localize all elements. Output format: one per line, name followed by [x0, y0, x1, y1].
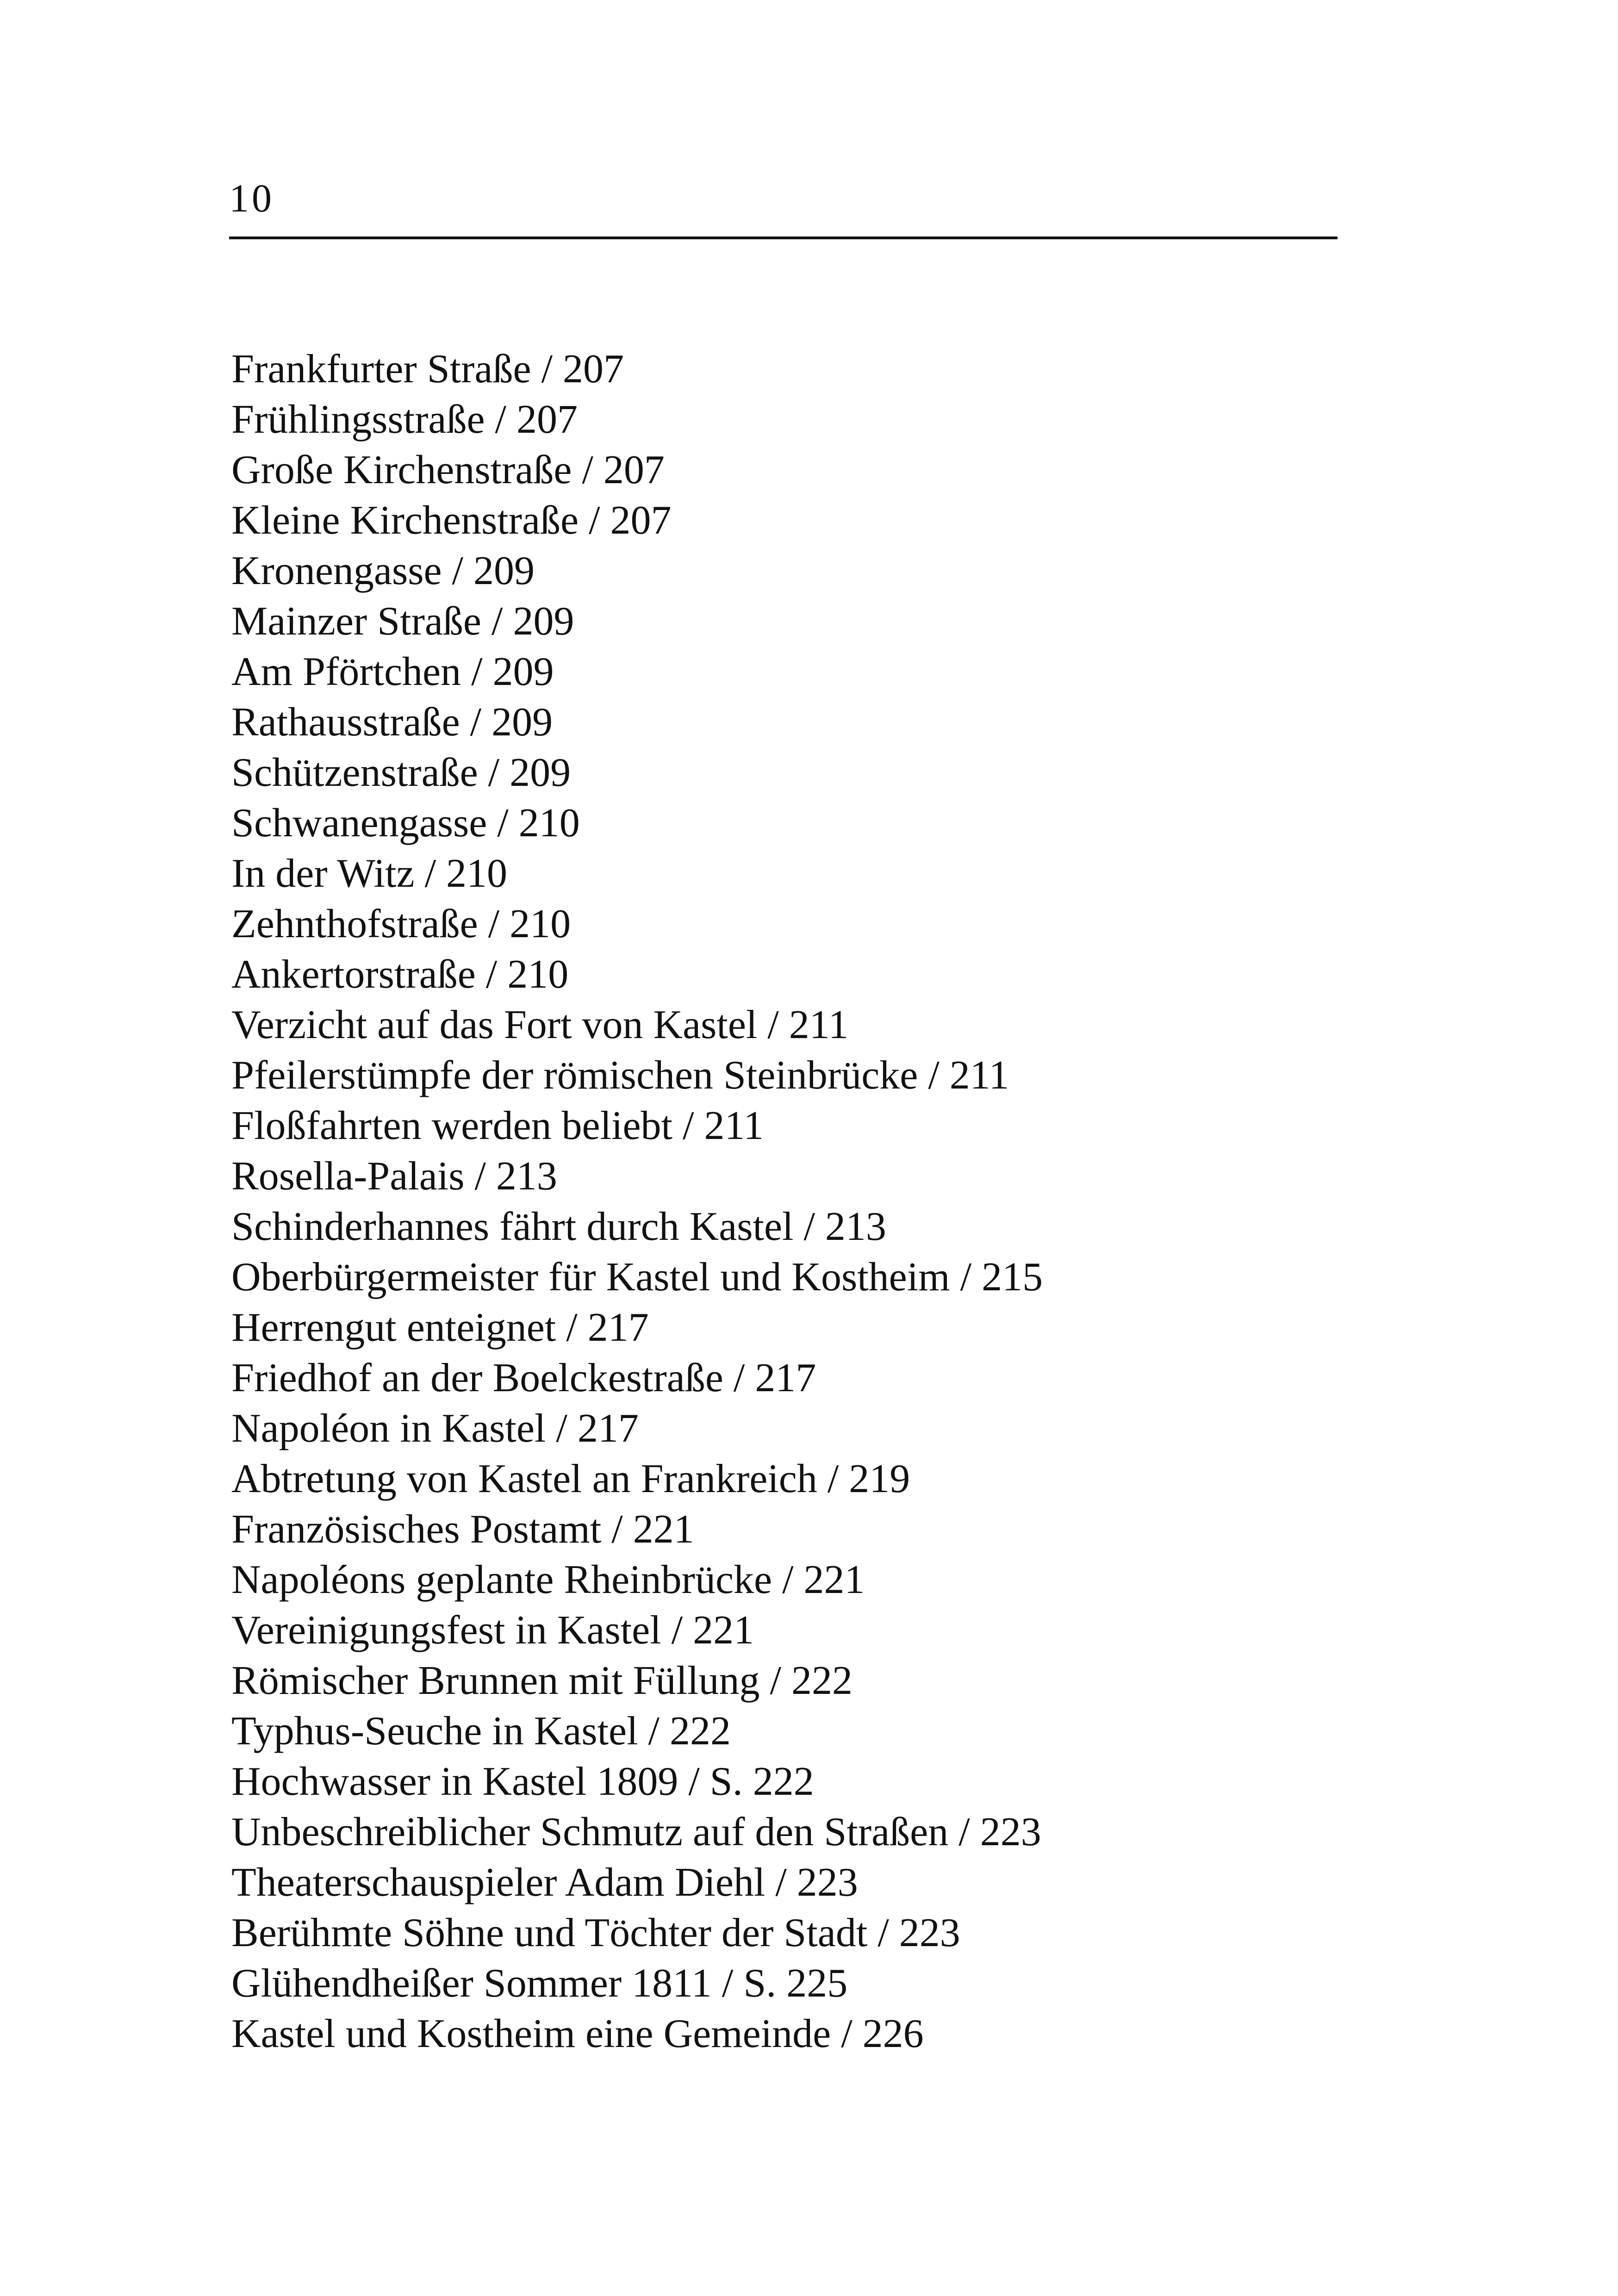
page-header [229, 178, 1338, 241]
toc-entry: Rosella-Palais / 213 [231, 1154, 557, 1199]
toc-entry: Schinderhannes fährt durch Kastel / 213 [231, 1204, 886, 1249]
toc-entry: Oberbürgermeister für Kastel und Kostheim / 215 [231, 1255, 1043, 1300]
toc-entry: Zehnthofstraße / 210 [231, 902, 571, 946]
toc-entry: Frankfurter Straße / 207 [231, 347, 624, 392]
page-number: 10 [229, 176, 274, 220]
toc-entry: Vereinigungsfest in Kastel / 221 [231, 1608, 754, 1653]
toc-entry: Glühendheißer Sommer 1811 / S. 225 [231, 1961, 848, 2006]
toc-entry: Römischer Brunnen mit Füllung / 222 [231, 1658, 853, 1703]
toc-entry: Kastel und Kostheim eine Gemeinde / 226 [231, 2011, 924, 2056]
toc-entry: Floßfahrten werden beliebt / 211 [231, 1103, 764, 1148]
toc-entry: Französisches Postamt / 221 [231, 1507, 694, 1552]
toc-entry: Am Pförtchen / 209 [231, 649, 554, 694]
toc-entry: Frühlingsstraße / 207 [231, 397, 578, 442]
toc-entry: Schwanengasse / 210 [231, 801, 580, 846]
toc-entry: Napoléon in Kastel / 217 [231, 1406, 639, 1451]
toc-entry: Mainzer Straße / 209 [231, 599, 574, 644]
toc-entry: Typhus-Seuche in Kastel / 222 [231, 1709, 731, 1754]
table-of-contents [231, 344, 1527, 2059]
toc-entry: Berühmte Söhne und Töchter der Stadt / 223 [231, 1910, 960, 1955]
toc-entry: Unbeschreiblicher Schmutz auf den Straßen / 223 [231, 1810, 1041, 1854]
toc-entry: Herrengut enteignet / 217 [231, 1305, 649, 1350]
toc-entry: Rathausstraße / 209 [231, 700, 553, 745]
toc-entry: Theaterschauspieler Adam Diehl / 223 [231, 1860, 858, 1905]
toc-entry: Große Kirchenstraße / 207 [231, 448, 665, 492]
toc-entry: Friedhof an der Boelckestraße / 217 [231, 1356, 816, 1400]
toc-entry: Schützenstraße / 209 [231, 750, 571, 795]
toc-entry: In der Witz / 210 [231, 851, 508, 896]
toc-entry: Hochwasser in Kastel 1809 / S. 222 [231, 1759, 814, 1804]
toc-entry: Abtretung von Kastel an Frankreich / 219 [231, 1456, 910, 1501]
toc-entry: Ankertorstraße / 210 [231, 952, 569, 997]
toc-entry: Kleine Kirchenstraße / 207 [231, 498, 672, 543]
header-rule [229, 236, 1338, 239]
toc-entry: Napoléons geplante Rheinbrücke / 221 [231, 1557, 865, 1602]
toc-entry: Verzicht auf das Fort von Kastel / 211 [231, 1002, 849, 1047]
toc-entry: Pfeilerstümpfe der römischen Steinbrücke / 211 [231, 1053, 1009, 1098]
toc-entry: Kronengasse / 209 [231, 548, 535, 593]
